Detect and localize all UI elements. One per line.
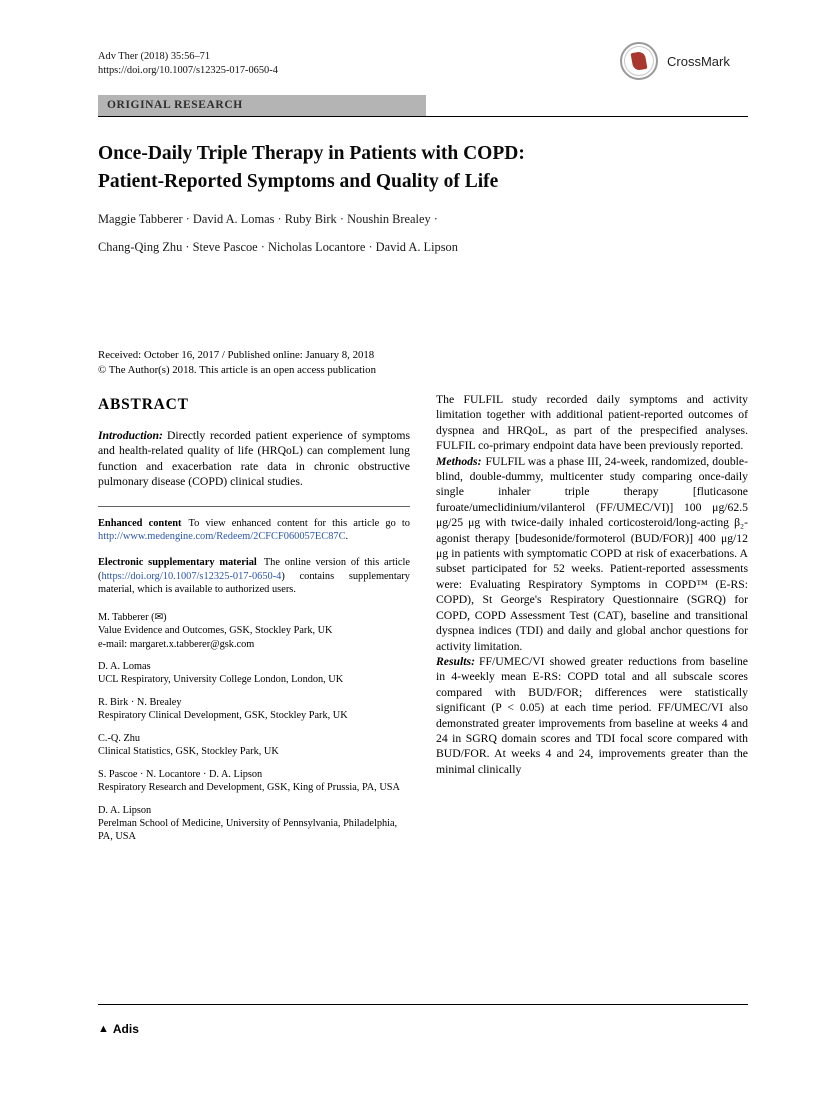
abstract-introduction-paragraph bbox=[98, 428, 410, 490]
results-text: FF/UMEC/VI showed greater reductions from baseline in 4-weekly mean E-RS: COPD total and all subscale scores compared with BUD/FOR; differences were statistically significant (P < 0.05) at each time period. FF/UMEC/VI also demonstrated greater improvements from baseline at weeks 4 and 24 in SGRQ domain scores and TDI focal score compared with BUD/FOR. At weeks 4 and 24, improvements greater than the minimal clinically bbox=[436, 654, 748, 776]
authors-line-1: Maggie Tabberer · David A. Lomas · Ruby Birk · Noushin Brealey · bbox=[98, 212, 438, 226]
banner-label: ORIGINAL RESEARCH bbox=[107, 99, 243, 111]
crossmark-flame-icon bbox=[631, 51, 648, 71]
crossmark-label: CrossMark bbox=[667, 53, 730, 69]
footnotes-section bbox=[98, 506, 410, 844]
affiliation-address: Respiratory Research and Development, GSK, King of Prussia, PA, USA bbox=[98, 782, 400, 794]
affiliation-name: R. Birk · N. Brealey bbox=[98, 697, 182, 709]
affiliation-block bbox=[98, 732, 410, 758]
affiliation-email: e-mail: margaret.x.tabberer@gsk.com bbox=[98, 638, 255, 650]
results-paragraph bbox=[436, 654, 748, 777]
abstract-continued-paragraph bbox=[436, 392, 748, 454]
results-label: Results: bbox=[436, 654, 475, 668]
journal-ref: Adv Ther (2018) 35:56–71 bbox=[98, 51, 211, 62]
esm-label: Electronic supplementary material bbox=[98, 557, 257, 569]
banner-original-research bbox=[98, 95, 426, 116]
adis-logo-text: Adis bbox=[112, 1022, 139, 1036]
right-column bbox=[436, 392, 748, 853]
authors bbox=[98, 212, 748, 268]
authors-line-2: Chang-Qing Zhu · Steve Pascoe · Nicholas Locantore · David A. Lipson bbox=[98, 240, 458, 254]
affiliation-block bbox=[98, 660, 410, 686]
enhanced-content-text-after: . bbox=[345, 531, 349, 543]
affiliation-name: S. Pascoe · N. Locantore · D. A. Lipson bbox=[98, 768, 263, 780]
affiliation-name: D. A. Lipson bbox=[98, 804, 152, 816]
abstract-continued-text: The FULFIL study recorded daily symptoms and activity limitation together with additional patient-reported outcomes of dyspnea and HRQoL, as part of the prespecified analyses. FULFIL co-primary endpoint data have been previously reported. bbox=[436, 393, 748, 453]
esm-text-after: ) contains supplementary material, which is available to authorized users. bbox=[98, 570, 410, 596]
left-column bbox=[98, 392, 410, 853]
title-line-1: Once-Daily Triple Therapy in Patients with COPD: bbox=[98, 143, 525, 164]
enhanced-content-link[interactable]: http://www.medengine.com/Redeem/2CFCF060057EC87C bbox=[98, 531, 346, 543]
affiliation-address: Value Evidence and Outcomes, GSK, Stockley Park, UK bbox=[98, 625, 333, 637]
methods-text: FULFIL was a phase III, 24-week, randomized, double-blind, double-dummy, multicenter study comparing once-daily single inhaler triple therapy [fluticasone furoate/umeclidinium/vilanterol (FF/UMEC/VI)] 100 μg/62.5 μg/25 μg with twice-daily inhaled corticosteroid/long-acting β₂-agonist therapy [budesonide/formoterol (BUD/FOR)] 400 μg/12 μg in patients with symptomatic COPD at risk of exacerbations. A subset participated for 52 weeks. Patient-reported assessments were: Evaluating Respiratory Symptoms in COPD™ (E-RS: COPD), St George's Respiratory Questionnaire (SGRQ) for COPD, COPD Assessment Test (CAT), baseline and transitional dyspnea indices (TDI) and daily and global anchor questions for activity limitation. bbox=[436, 454, 748, 653]
affiliation-address: Respiratory Clinical Development, GSK, Stockley Park, UK bbox=[98, 710, 348, 722]
affiliation-name: M. Tabberer (✉) bbox=[98, 612, 167, 624]
affiliation-name: C.-Q. Zhu bbox=[98, 733, 141, 745]
affiliation-block bbox=[98, 768, 410, 794]
introduction-text: Directly recorded patient experience of symptoms and health-related quality of life (HRQoL) can complement lung function and exacerbation rate data in chronic obstructive pulmonary disease (COPD) clinical studies. bbox=[98, 429, 410, 489]
enhanced-content-text: To view enhanced content for this article go to bbox=[188, 517, 410, 529]
introduction-label: Introduction: bbox=[98, 429, 163, 442]
journal-meta bbox=[98, 50, 278, 78]
two-column-body bbox=[98, 392, 748, 853]
title-line-2: Patient-Reported Symptoms and Quality of Life bbox=[98, 171, 499, 192]
affiliation-address: Clinical Statistics, GSK, Stockley Park, UK bbox=[98, 746, 279, 758]
affiliation-name: D. A. Lomas bbox=[98, 661, 151, 673]
doi-text: https://doi.org/10.1007/s12325-017-0650-4 bbox=[98, 65, 278, 76]
crossmark-icon bbox=[620, 42, 658, 80]
footer-rule bbox=[98, 1004, 748, 1005]
publisher-footer bbox=[98, 1022, 139, 1036]
abstract-heading: ABSTRACT bbox=[98, 396, 189, 413]
copyright-line: © The Author(s) 2018. This article is an open access publication bbox=[98, 363, 376, 376]
crossmark-badge[interactable] bbox=[620, 42, 730, 80]
enhanced-content-note bbox=[98, 517, 410, 544]
publication-dates bbox=[98, 348, 748, 377]
affiliation-block bbox=[98, 696, 410, 722]
esm-text: The online version of this article ( bbox=[98, 557, 410, 582]
adis-triangle-icon: ▲ bbox=[98, 1022, 109, 1035]
affiliation-address: Perelman School of Medicine, University of Pennsylvania, Philadelphia, PA, USA bbox=[98, 818, 398, 843]
affiliation-block bbox=[98, 611, 410, 651]
article-title bbox=[98, 140, 748, 196]
methods-label: Methods: bbox=[436, 454, 482, 468]
esm-note bbox=[98, 556, 410, 597]
enhanced-content-label: Enhanced content bbox=[98, 517, 182, 529]
affiliation-block bbox=[98, 804, 410, 844]
header-rule bbox=[98, 116, 748, 117]
esm-link[interactable]: https://doi.org/10.1007/s12325-017-0650-4 bbox=[101, 570, 282, 582]
affiliation-address: UCL Respiratory, University College London, London, UK bbox=[98, 674, 344, 686]
methods-paragraph bbox=[436, 454, 748, 654]
affiliations bbox=[98, 611, 410, 843]
received-line: Received: October 16, 2017 / Published online: January 8, 2018 bbox=[98, 349, 375, 361]
